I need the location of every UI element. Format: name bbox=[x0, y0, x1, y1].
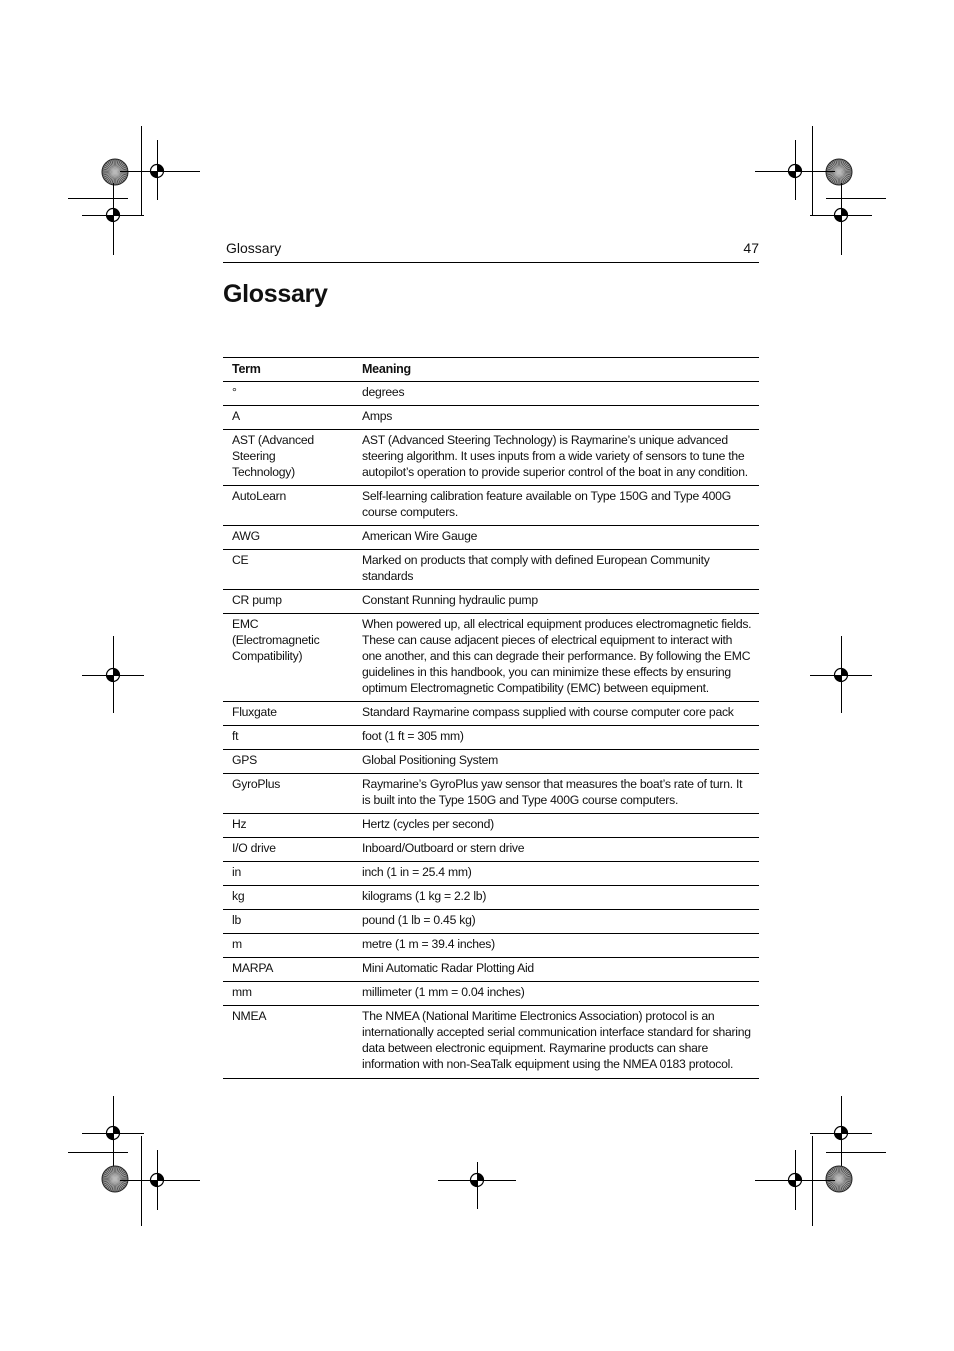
column-header-meaning: Meaning bbox=[344, 358, 759, 382]
crop-mark bbox=[841, 183, 842, 255]
table-row bbox=[223, 1006, 759, 1079]
table-row bbox=[223, 382, 759, 406]
glossary-meaning: pound (1 lb = 0.45 kg) bbox=[344, 910, 759, 934]
crop-mark bbox=[120, 1180, 200, 1181]
table-row bbox=[223, 726, 759, 750]
glossary-meaning: Standard Raymarine compass supplied with course computer core pack bbox=[344, 702, 759, 726]
table-row bbox=[223, 934, 759, 958]
glossary-meaning: kilograms (1 kg = 2.2 lb) bbox=[344, 886, 759, 910]
glossary-term: AWG bbox=[223, 526, 344, 550]
glossary-term: Hz bbox=[223, 814, 344, 838]
glossary-term: kg bbox=[223, 886, 344, 910]
color-bar-icon bbox=[825, 1165, 853, 1193]
glossary-term: ft bbox=[223, 726, 344, 750]
glossary-term: in bbox=[223, 862, 344, 886]
table-row bbox=[223, 982, 759, 1006]
table-row bbox=[223, 774, 759, 814]
glossary-meaning: Raymarine’s GyroPlus yaw sensor that measures the boat’s rate of turn. It is built into the Type 150G and Type 400G course computers. bbox=[344, 774, 759, 814]
glossary-term: I/O drive bbox=[223, 838, 344, 862]
crop-mark bbox=[795, 140, 796, 200]
glossary-meaning: When powered up, all electrical equipment produces electromagnetic fields. These can cause adjacent pieces of electrical equipment to interact with one another, and this can degrade their performance. By following the EMC guidelines in this handbook, you can minimize these effects by ensuring optimum Electromagnetic Compatibility (EMC) between equipment. bbox=[344, 614, 759, 702]
glossary-meaning: degrees bbox=[344, 382, 759, 406]
glossary-meaning: The NMEA (National Maritime Electronics Association) protocol is an internationally accepted serial communication interface standard for sharing data between electronic equipment. Raymarine products can share information with non-SeaTalk equipment using the NMEA 0183 protocol. bbox=[344, 1006, 759, 1079]
glossary-term: NMEA bbox=[223, 1006, 344, 1079]
glossary-term: lb bbox=[223, 910, 344, 934]
table-row bbox=[223, 750, 759, 774]
glossary-term: EMC (Electromagnetic Compatibility) bbox=[223, 614, 344, 702]
crop-mark bbox=[68, 1152, 128, 1153]
crop-mark bbox=[113, 1096, 114, 1168]
crop-mark bbox=[113, 636, 114, 713]
table-row bbox=[223, 862, 759, 886]
crop-mark bbox=[812, 126, 813, 216]
glossary-term: AST (Advanced Steering Technology) bbox=[223, 430, 344, 486]
page-number: 47 bbox=[743, 240, 759, 256]
glossary-meaning: inch (1 in = 25.4 mm) bbox=[344, 862, 759, 886]
glossary-meaning: Self-learning calibration feature available on Type 150G and Type 400G course computers. bbox=[344, 486, 759, 526]
glossary-meaning: metre (1 m = 39.4 inches) bbox=[344, 934, 759, 958]
crop-mark bbox=[157, 1150, 158, 1210]
color-bar-icon bbox=[101, 1165, 129, 1193]
crop-mark bbox=[141, 126, 142, 216]
running-header bbox=[223, 240, 759, 263]
glossary-term: CE bbox=[223, 550, 344, 590]
crop-mark bbox=[113, 183, 114, 255]
table-row bbox=[223, 406, 759, 430]
table-row bbox=[223, 430, 759, 486]
color-bar-icon bbox=[101, 158, 129, 186]
glossary-meaning: American Wire Gauge bbox=[344, 526, 759, 550]
glossary-meaning: Amps bbox=[344, 406, 759, 430]
glossary-meaning: Mini Automatic Radar Plotting Aid bbox=[344, 958, 759, 982]
crop-mark bbox=[841, 1096, 842, 1168]
glossary-meaning: Inboard/Outboard or stern drive bbox=[344, 838, 759, 862]
glossary-term: m bbox=[223, 934, 344, 958]
glossary-meaning: foot (1 ft = 305 mm) bbox=[344, 726, 759, 750]
table-row bbox=[223, 590, 759, 614]
glossary-term: Fluxgate bbox=[223, 702, 344, 726]
glossary-meaning: Constant Running hydraulic pump bbox=[344, 590, 759, 614]
glossary-meaning: Global Positioning System bbox=[344, 750, 759, 774]
crop-mark bbox=[477, 1162, 478, 1209]
glossary-table bbox=[223, 357, 759, 1079]
glossary-term: MARPA bbox=[223, 958, 344, 982]
table-row bbox=[223, 526, 759, 550]
glossary-meaning: millimeter (1 mm = 0.04 inches) bbox=[344, 982, 759, 1006]
page-title: Glossary bbox=[223, 280, 328, 308]
crop-mark bbox=[120, 171, 200, 172]
table-header-row bbox=[223, 358, 759, 382]
table-row bbox=[223, 910, 759, 934]
glossary-meaning: AST (Advanced Steering Technology) is Raymarine’s unique advanced steering algorithm. It uses inputs from a wide variety of sensors to tune the autopilot’s operation to provide superior control of the boat in any condition. bbox=[344, 430, 759, 486]
glossary-term: AutoLearn bbox=[223, 486, 344, 526]
running-header-title: Glossary bbox=[226, 240, 282, 256]
glossary-term: CR pump bbox=[223, 590, 344, 614]
table-row bbox=[223, 702, 759, 726]
crop-mark bbox=[795, 1150, 796, 1210]
table-row bbox=[223, 958, 759, 982]
glossary-term: GPS bbox=[223, 750, 344, 774]
table-row bbox=[223, 814, 759, 838]
crop-mark bbox=[841, 636, 842, 713]
table-row bbox=[223, 614, 759, 702]
glossary-meaning: Marked on products that comply with defined European Community standards bbox=[344, 550, 759, 590]
table-row bbox=[223, 486, 759, 526]
glossary-term: ° bbox=[223, 382, 344, 406]
crop-mark bbox=[141, 1136, 142, 1226]
crop-mark bbox=[826, 1152, 886, 1153]
glossary-term: GyroPlus bbox=[223, 774, 344, 814]
crop-mark bbox=[68, 198, 128, 199]
table-row bbox=[223, 886, 759, 910]
table-row bbox=[223, 550, 759, 590]
column-header-term: Term bbox=[223, 358, 344, 382]
glossary-term: mm bbox=[223, 982, 344, 1006]
crop-mark bbox=[157, 140, 158, 200]
color-bar-icon bbox=[825, 158, 853, 186]
glossary-meaning: Hertz (cycles per second) bbox=[344, 814, 759, 838]
crop-mark bbox=[812, 1136, 813, 1226]
table-row bbox=[223, 838, 759, 862]
glossary-term: A bbox=[223, 406, 344, 430]
crop-mark bbox=[826, 198, 886, 199]
